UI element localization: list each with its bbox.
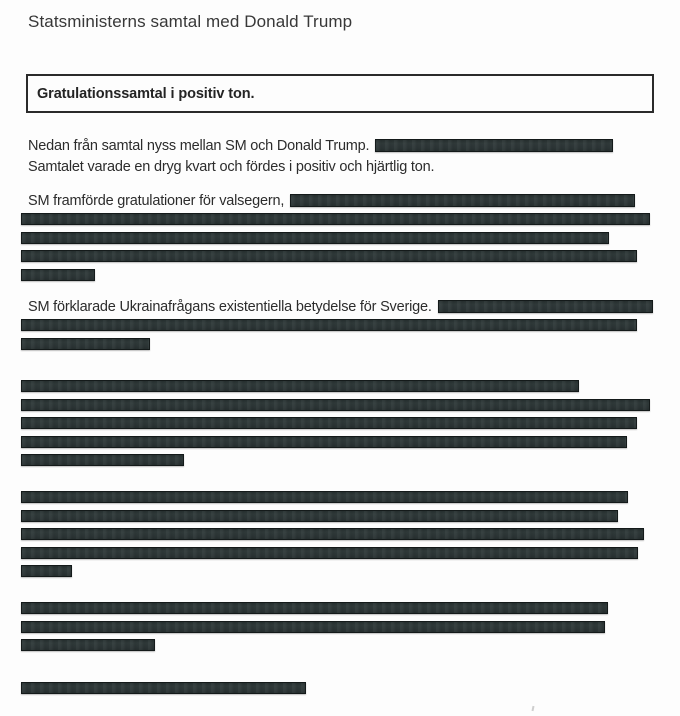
redaction-bar-inline [375,139,613,152]
document-text-line: Nedan från samtal nyss mellan SM och Donald Trump. [28,137,680,156]
redaction-bar [21,491,628,503]
redaction-row [21,399,680,411]
redaction-bar [21,602,608,614]
paragraph-gratulationer [21,192,680,281]
redaction-bar [21,565,72,577]
redacted-block-1 [21,380,680,466]
redaction-bar [21,232,609,244]
redaction-bar [21,338,150,350]
redaction-row [21,213,680,225]
redaction-bar [21,639,155,651]
summary-box [26,74,654,113]
redaction-row [21,250,680,262]
redaction-bar [21,621,605,633]
document-title: Statsministerns samtal med Donald Trump [28,12,353,31]
redaction-bar-inline [290,194,635,207]
document-text-line: SM förklarade Ukrainafrågans existentiella betydelse för Sverige. [28,298,680,317]
scan-artifact [532,706,535,711]
redaction-row [21,319,680,331]
redaction-bar [21,269,95,281]
redaction-row [21,639,680,651]
redacted-block-2 [21,491,680,577]
redaction-row [21,338,680,350]
paragraph-intro [21,137,680,177]
redaction-bar [21,528,644,540]
document-text-line: SM framförde gratulationer för valsegern, [28,192,680,211]
redaction-bar [21,436,627,448]
redaction-row [21,547,680,559]
redaction-row [21,565,680,577]
redacted-block-3 [21,602,680,651]
redacted-block-4 [21,682,680,694]
redaction-row [21,269,680,281]
redaction-row [21,491,680,503]
paragraph-ukraina [21,298,680,350]
redaction-row [21,417,680,429]
redaction-bar [21,399,650,411]
redaction-bar [21,510,618,522]
document-body [0,137,680,694]
redaction-row [21,602,680,614]
redaction-row [21,510,680,522]
redaction-row [21,436,680,448]
summary-box-label: Gratulationssamtal i positiv ton. [37,85,255,102]
redaction-bar [21,380,579,392]
redaction-row [21,232,680,244]
redaction-bar [21,319,637,331]
redaction-bar [21,250,637,262]
redaction-bar [21,547,638,559]
redaction-bar [21,213,650,225]
redaction-row [21,454,680,466]
redaction-bar-inline [438,300,653,313]
redaction-row [21,528,680,540]
redaction-bar [21,682,306,694]
redaction-bar [21,417,637,429]
redaction-row [21,621,680,633]
redaction-row [21,380,680,392]
document-text-line: Samtalet varade en dryg kvart och fördes i positiv och hjärtlig ton. [28,159,435,175]
redaction-bar [21,454,184,466]
redaction-row [21,682,680,694]
